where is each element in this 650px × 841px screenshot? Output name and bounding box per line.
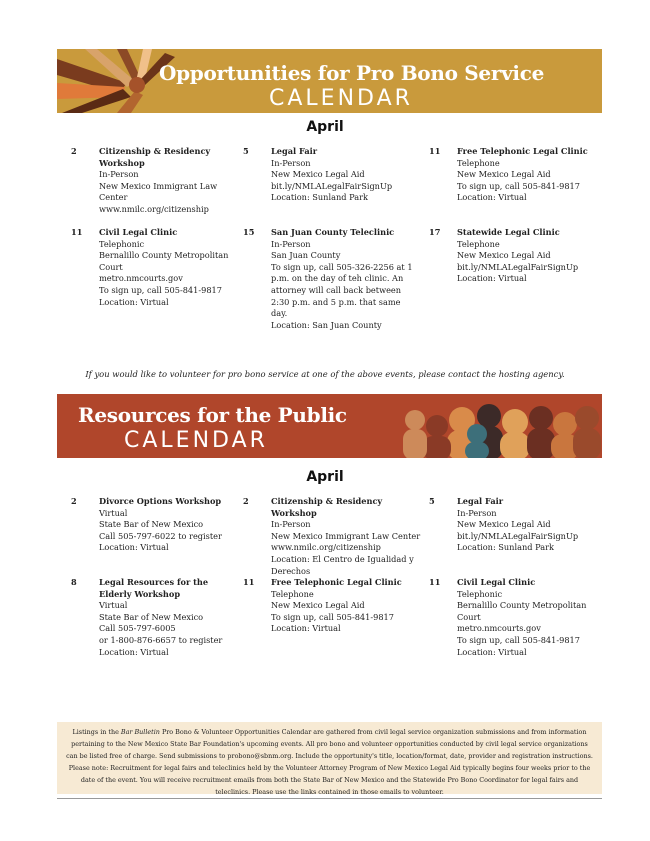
event-detail: Location: Virtual [457,646,527,657]
event-title: Legal Fair [457,496,504,506]
event-link[interactable]: bit.ly/NMLALegalFairSignUp [457,261,579,272]
event-day: 2 [71,496,77,506]
event-detail: Telephone [457,157,500,168]
bottom-divider [57,798,602,799]
event-detail: To sign up, call 505-326-2256 at 1 p.m. on the day of teh clinic. An attorney will call back between 2:30 p.m. and 5 p.m. that same day. [271,261,413,319]
event-day: 11 [429,577,441,587]
event-detail: Bernalillo County Metropolitan Court [457,600,587,622]
event-detail: In-Person [99,169,139,180]
event-detail: State Bar of New Mexico [99,519,204,530]
event-day: 5 [243,146,249,156]
event-detail: Location: El Centro de Igualidad y Derechos [271,553,414,576]
event-detail: Virtual [99,600,128,611]
event-link[interactable]: www.nmilc.org/citizenship [271,542,381,553]
section2-month: April [306,469,344,485]
event-title: Statewide Legal Clinic [457,227,560,237]
section1-subtitle: CALENDAR [269,86,413,111]
event-detail: To sign up, call 505-841-9817 [271,611,394,622]
event-link[interactable]: bit.ly/NMLALegalFairSignUp [457,530,579,541]
section1-title: Opportunities for Pro Bono Service [159,61,545,85]
event-detail: Location: Virtual [99,646,169,657]
event-detail: or 1-800-876-6657 to register [99,634,223,645]
event-detail: Location: Virtual [271,623,341,634]
event-detail: Call 505-797-6022 to register [99,530,222,541]
event-day: 17 [429,227,441,237]
publication-name: Bar Bulletin [120,728,160,736]
event-title: Legal Fair [271,146,318,156]
event-day: 11 [71,227,83,237]
event-detail: Telephonic [457,588,503,599]
event-link[interactable]: www.nmilc.org/citizenship [99,203,209,214]
event-detail: Telephonic [99,238,145,249]
event-day: 8 [71,577,77,587]
event-detail: Bernalillo County Metropolitan Court [99,250,229,272]
event-detail: New Mexico Legal Aid [457,250,551,261]
section1-month: April [306,119,344,135]
event-detail: In-Person [271,157,311,168]
event-day: 2 [71,146,77,156]
event-detail: New Mexico Immigrant Law Center [271,530,421,541]
disclaimer-text [57,722,602,802]
event-detail: Location: Virtual [99,296,169,307]
event-detail: New Mexico Immigrant Law Center [99,180,218,203]
event-title: Free Telephonic Legal Clinic [457,146,588,156]
event-link[interactable]: bit.ly/NMLALegalFairSignUp [271,180,393,191]
volunteer-note: If you would like to volunteer for pro bono service at one of the above events, please contact the hosting agency. [85,369,565,379]
listings-disclaimer [57,722,602,794]
event-day: 11 [243,577,255,587]
event-detail: Virtual [99,507,128,518]
event-detail: To sign up, call 505-841-9817 [457,180,580,191]
event-title: Legal Resources for the Elderly Workshop [99,577,209,599]
event-detail: In-Person [271,519,311,530]
disclaimer-post: Pro Bono & Volunteer Opportunities Calendar are gathered from civil legal service organization submissions and from information pertaining to the New Mexico State Bar Foundation's upcoming events. All pro bono and volunteer opportunities conducted by civil legal service organizations can be listed free of charge. Send submissions to probono@sbnm.org. Include the opportunity's title, location/format, date, provider and registration instructions. Please note: Recruitment for legal fairs and teleclinics held by the Volunteer Attorney Program of New Mexico Legal Aid typically begins four weeks prior to the date of the event. You will receive recruitment emails from both the State Bar of New Mexico and the Statewide Pro Bono Coordinator for legal fairs and teleclinics. Please use the links contained in those emails to volunteer. [66,728,593,796]
event-detail: Location: Virtual [99,542,169,553]
disclaimer-pre: Listings in the [72,728,121,736]
event-detail: In-Person [457,507,497,518]
event-title: Civil Legal Clinic [99,227,178,237]
event-day: 15 [243,227,255,237]
event-detail: Location: San Juan County [271,319,382,330]
event-day: 2 [243,496,249,506]
event-title: San Juan County Teleclinic [271,227,395,237]
event-title: Divorce Options Workshop [99,496,222,506]
event-link[interactable]: metro.nmcourts.gov [457,623,541,634]
event-detail: New Mexico Legal Aid [271,600,365,611]
event-title: Citizenship & Residency Workshop [99,146,211,168]
event-title: Free Telephonic Legal Clinic [271,577,402,587]
event-detail: To sign up, call 505-841-9817 [457,634,580,645]
event-title: Citizenship & Residency Workshop [271,496,383,518]
event-detail: State Bar of New Mexico [99,611,204,622]
event-detail: Telephone [457,238,500,249]
section2-title: Resources for the Public [78,403,347,427]
event-detail: New Mexico Legal Aid [271,169,365,180]
pro-bono-banner [57,49,602,113]
event-detail: San Juan County [271,250,341,261]
event-detail: Location: Sunland Park [457,542,554,553]
event-detail: To sign up, call 505-841-9817 [99,284,222,295]
event-link[interactable]: metro.nmcourts.gov [99,273,183,284]
public-resources-banner [57,394,602,458]
section2-subtitle: CALENDAR [124,428,268,453]
event-detail: In-Person [271,238,311,249]
event-detail: New Mexico Legal Aid [457,169,551,180]
event-day: 11 [429,146,441,156]
event-detail: Location: Virtual [457,273,527,284]
event-detail: New Mexico Legal Aid [457,519,551,530]
event-detail: Location: Sunland Park [271,192,368,203]
event-detail: Telephone [271,588,314,599]
event-detail: Location: Virtual [457,192,527,203]
event-title: Civil Legal Clinic [457,577,536,587]
event-day: 5 [429,496,435,506]
event-detail: Call 505-797-6005 [99,623,176,634]
